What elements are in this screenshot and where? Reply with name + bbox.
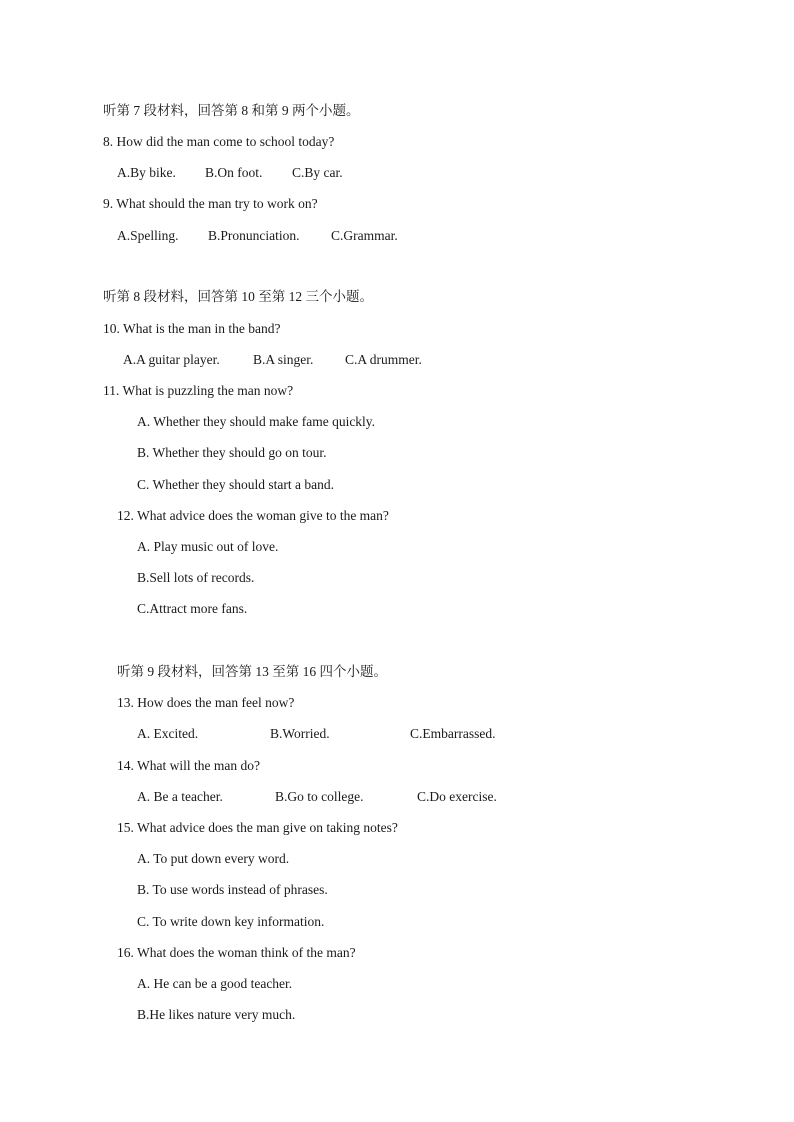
question-12: 12. What advice does the woman give to the man? xyxy=(117,508,389,523)
section-9-header: 听第 9 段材料，回答第 13 至第 16 四个小题。 xyxy=(117,664,387,679)
q8-option-b: B.On foot. xyxy=(205,165,263,180)
q15-option-c: C. To write down key information. xyxy=(137,914,325,929)
q9-option-c: C.Grammar. xyxy=(331,228,398,243)
q15-option-b: B. To use words instead of phrases. xyxy=(137,882,328,897)
section-7-header: 听第 7 段材料，回答第 8 和第 9 两个小题。 xyxy=(103,103,360,118)
question-13: 13. How does the man feel now? xyxy=(117,695,295,710)
q16-option-b: B.He likes nature very much. xyxy=(137,1007,296,1022)
question-14: 14. What will the man do? xyxy=(117,758,260,773)
q10-option-c: C.A drummer. xyxy=(345,352,422,367)
question-10: 10. What is the man in the band? xyxy=(103,321,281,336)
q11-option-b: B. Whether they should go on tour. xyxy=(137,445,327,460)
q15-option-a: A. To put down every word. xyxy=(137,851,290,866)
q8-option-a: A.By bike. xyxy=(117,165,176,180)
q12-option-b: B.Sell lots of records. xyxy=(137,570,255,585)
q12-option-c: C.Attract more fans. xyxy=(137,601,248,616)
q9-option-a: A.Spelling. xyxy=(117,228,179,243)
question-9: 9. What should the man try to work on? xyxy=(103,196,318,211)
q16-option-a: A. He can be a good teacher. xyxy=(137,976,293,991)
question-11: 11. What is puzzling the man now? xyxy=(103,383,294,398)
question-8: 8. How did the man come to school today? xyxy=(103,134,335,149)
section-8-header: 听第 8 段材料，回答第 10 至第 12 三个小题。 xyxy=(103,289,373,304)
q13-option-b: B.Worried. xyxy=(270,726,330,741)
q10-option-b: B.A singer. xyxy=(253,352,314,367)
question-16: 16. What does the woman think of the man? xyxy=(117,945,356,960)
q9-option-b: B.Pronunciation. xyxy=(208,228,300,243)
q8-option-c: C.By car. xyxy=(292,165,343,180)
q10-option-a: A.A guitar player. xyxy=(123,352,220,367)
q11-option-a: A. Whether they should make fame quickly. xyxy=(137,414,376,429)
q13-option-c: C.Embarrassed. xyxy=(410,726,496,741)
question-15: 15. What advice does the man give on taking notes? xyxy=(117,820,398,835)
q11-option-c: C. Whether they should start a band. xyxy=(137,477,334,492)
q13-option-a: A. Excited. xyxy=(137,726,199,741)
q14-option-b: B.Go to college. xyxy=(275,789,364,804)
q14-option-c: C.Do exercise. xyxy=(417,789,497,804)
q12-option-a: A. Play music out of love. xyxy=(137,539,279,554)
q14-option-a: A. Be a teacher. xyxy=(137,789,223,804)
